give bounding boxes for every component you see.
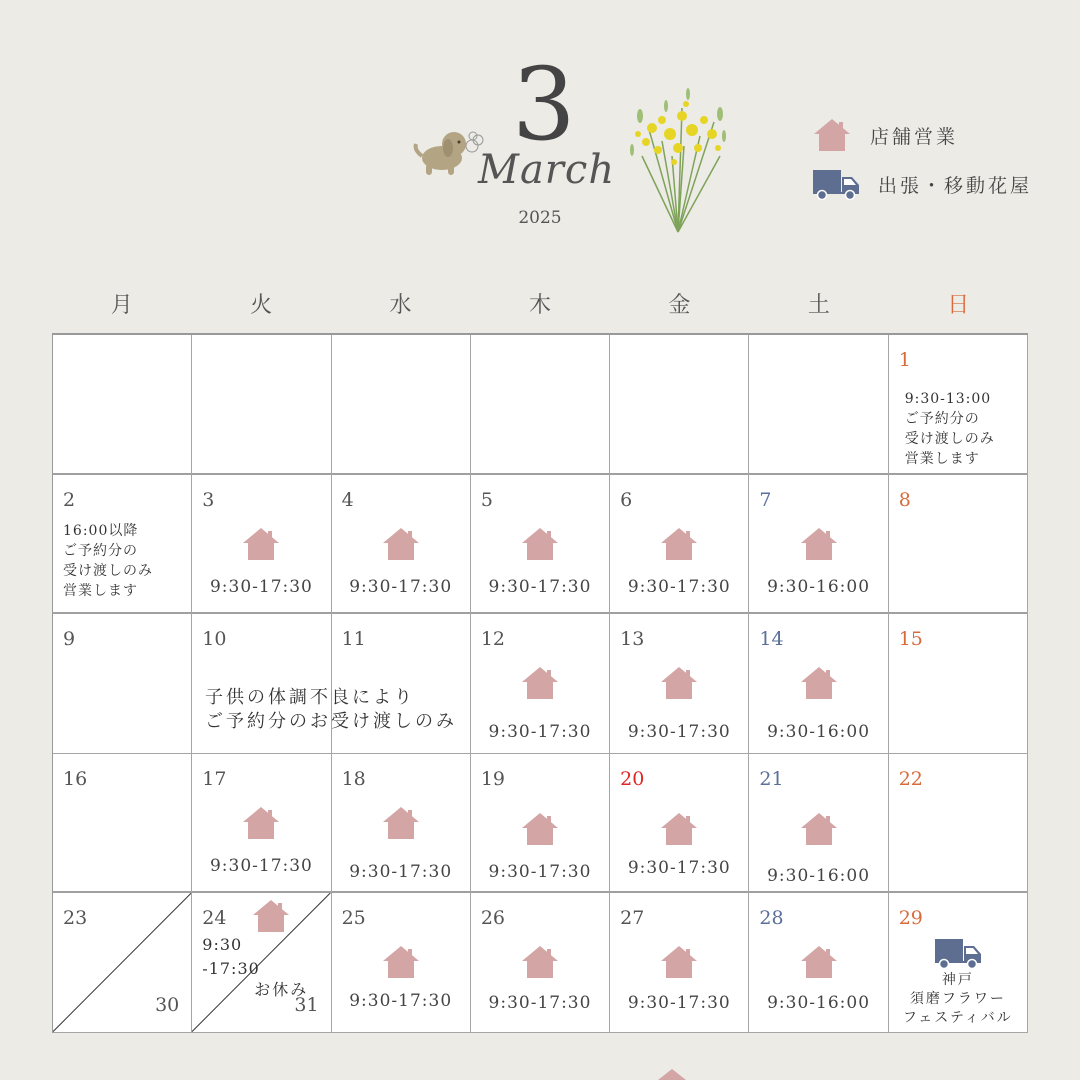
- house-icon: [251, 899, 291, 933]
- house-icon: [799, 812, 839, 846]
- weekday-tue: 火: [250, 293, 273, 318]
- day-number: 13: [620, 628, 645, 651]
- legend-truck: [812, 168, 1032, 200]
- day-cell-27[interactable]: [610, 893, 749, 1033]
- note-line: 受け渡しのみ: [63, 562, 153, 579]
- dog-illustration: [412, 122, 484, 178]
- business-hours: 9:30-17:30: [627, 857, 731, 878]
- day-cell-13[interactable]: [610, 614, 749, 754]
- house-icon: [381, 945, 421, 979]
- day-number: 27: [620, 907, 645, 930]
- day-number: 12: [480, 628, 506, 651]
- day-number: 4: [341, 488, 354, 511]
- legend-store-label: 店舗営業: [870, 125, 959, 148]
- day-cell-18[interactable]: [332, 754, 471, 894]
- business-hours: 9:30-17:30: [627, 722, 731, 743]
- hours-line: -17:30: [202, 959, 260, 979]
- day-number: 3: [202, 488, 215, 511]
- day-number: 9: [63, 628, 76, 651]
- day-cell-24-31[interactable]: [192, 893, 331, 1033]
- day-cell-17[interactable]: [192, 754, 331, 894]
- day-number: 29: [898, 907, 923, 930]
- note-line: 営業します: [63, 582, 138, 599]
- business-hours: 9:30-17:30: [349, 576, 453, 597]
- mimosa-bouquet-illustration: [622, 86, 734, 234]
- business-hours: 9:30-17:30: [488, 993, 592, 1014]
- house-icon: [812, 118, 852, 152]
- business-hours: 9:30-17:30: [349, 991, 453, 1012]
- note-line: 9:30-13:00: [904, 391, 992, 407]
- calendar-header: [0, 0, 1080, 260]
- house-icon: [520, 666, 560, 700]
- day-number: 24: [202, 907, 227, 930]
- business-hours: 9:30-17:30: [209, 855, 313, 876]
- day-cell-16[interactable]: [53, 754, 192, 894]
- house-icon: [659, 945, 699, 979]
- day-cell-4[interactable]: [332, 475, 471, 615]
- day-cell-2[interactable]: [53, 475, 192, 615]
- day-number: 10: [202, 628, 227, 651]
- weekday-sat: 土: [807, 293, 830, 318]
- hours-line: 9:30: [202, 935, 243, 955]
- house-icon: [381, 806, 421, 840]
- weekday-thu: 木: [528, 293, 551, 318]
- day-cell-28[interactable]: [749, 893, 888, 1033]
- day-cell-7[interactable]: [749, 475, 888, 615]
- day-cell-22[interactable]: [889, 754, 1028, 894]
- day-cell-8[interactable]: [889, 475, 1028, 615]
- closure-note-line: ご予約分のお受け渡しのみ: [205, 711, 457, 732]
- day-number: 26: [480, 907, 506, 930]
- day-number: 25: [341, 907, 366, 930]
- day-number: 15: [898, 628, 923, 651]
- house-icon: [520, 945, 560, 979]
- day-number: 28: [759, 907, 784, 930]
- business-hours: 9:30-17:30: [488, 861, 592, 882]
- note-line: 16:00以降: [63, 522, 139, 539]
- empty-cell: [749, 335, 888, 475]
- note-line: ご予約分の: [63, 542, 138, 559]
- business-hours: 9:30-16:00: [767, 993, 871, 1014]
- day-cell-25[interactable]: [332, 893, 471, 1033]
- house-icon: [799, 945, 839, 979]
- day-cell-15[interactable]: [889, 614, 1028, 754]
- empty-cell: [192, 335, 331, 475]
- closed-label: お休み: [254, 980, 309, 1000]
- weekday-sun: 日: [947, 293, 970, 318]
- house-icon: [241, 806, 281, 840]
- business-hours: 9:30-16:00: [767, 722, 871, 743]
- house-icon: [659, 666, 699, 700]
- business-hours: 9:30-17:30: [488, 722, 592, 743]
- business-hours: 9:30-17:30: [349, 861, 453, 882]
- business-hours: 9:30-16:00: [767, 576, 871, 597]
- day-note: [905, 389, 995, 469]
- calendar-grid: [52, 333, 1028, 1033]
- day-cell-23-30[interactable]: [53, 893, 192, 1033]
- day-number: 18: [341, 767, 366, 790]
- house-icon: [520, 527, 560, 561]
- closure-note-line: 子供の体調不良により: [205, 687, 415, 708]
- split-hours: [202, 933, 260, 981]
- day-cell-29[interactable]: [889, 893, 1028, 1033]
- house-icon: [799, 527, 839, 561]
- day-note: [63, 521, 153, 601]
- house-icon: [799, 666, 839, 700]
- house-icon: [659, 527, 699, 561]
- house-icon: [241, 527, 281, 561]
- event-line: フェスティバル: [902, 1010, 1013, 1027]
- day-cell-9[interactable]: [53, 614, 192, 754]
- note-line: ご予約分の: [904, 411, 980, 427]
- day-number: 7: [759, 488, 772, 511]
- weekday-header: [52, 288, 1028, 328]
- event-note: [889, 971, 1027, 1028]
- business-hours: 9:30-17:30: [488, 576, 592, 597]
- truck-icon: [934, 937, 982, 969]
- business-hours: 9:30-17:30: [209, 576, 313, 597]
- day-cell-6[interactable]: [610, 475, 749, 615]
- closure-note: [205, 686, 457, 734]
- business-hours: 9:30-16:00: [767, 865, 871, 886]
- weekday-fri: 金: [668, 293, 691, 318]
- weekday-mon: 月: [110, 293, 133, 318]
- legend-store: [812, 118, 958, 152]
- note-line: 営業します: [904, 451, 980, 467]
- empty-cell: [471, 335, 610, 475]
- day-number-alt: 31: [294, 994, 319, 1016]
- empty-cell: [610, 335, 749, 475]
- event-line: 神戸: [941, 972, 974, 989]
- day-number: 22: [898, 767, 923, 790]
- day-number: 17: [202, 767, 227, 790]
- day-number: 8: [898, 488, 911, 511]
- day-number: 19: [480, 767, 506, 790]
- day-cell-5[interactable]: [471, 475, 610, 615]
- house-icon: [520, 812, 560, 846]
- day-number: 23: [63, 907, 88, 930]
- empty-cell: [53, 335, 192, 475]
- day-number: 2: [63, 488, 76, 511]
- day-number: 11: [341, 628, 366, 651]
- house-icon: [652, 1068, 692, 1080]
- day-number: 5: [480, 488, 493, 511]
- day-number: 20: [620, 767, 645, 790]
- day-cell-20[interactable]: [610, 754, 749, 894]
- business-hours: 9:30-17:30: [627, 576, 731, 597]
- empty-cell: [332, 335, 471, 475]
- day-number: 6: [620, 488, 633, 511]
- note-line: 受け渡しのみ: [904, 431, 995, 447]
- month-name: March: [478, 147, 616, 193]
- event-line: 須磨フラワー: [909, 991, 1006, 1008]
- day-cell-14[interactable]: [749, 614, 888, 754]
- house-icon: [659, 812, 699, 846]
- day-cell-19[interactable]: [471, 754, 610, 894]
- day-cell-3[interactable]: [192, 475, 331, 615]
- day-cell-1[interactable]: [889, 335, 1028, 475]
- day-number: 21: [759, 767, 784, 790]
- day-number: 1: [898, 349, 911, 371]
- day-cell-12[interactable]: [471, 614, 610, 754]
- day-number: 16: [63, 767, 88, 790]
- day-cell-21[interactable]: [749, 754, 888, 894]
- day-number-alt: 30: [155, 994, 180, 1016]
- legend-truck-label: 出張・移動花屋: [878, 174, 1033, 197]
- weekday-wed: 水: [389, 293, 412, 318]
- day-cell-26[interactable]: [471, 893, 610, 1033]
- month-number: 3: [512, 46, 576, 163]
- year-label: 2025: [518, 208, 562, 228]
- house-icon: [381, 527, 421, 561]
- business-hours: 9:30-17:30: [627, 993, 731, 1014]
- day-number: 14: [759, 628, 784, 651]
- truck-icon: [812, 168, 860, 200]
